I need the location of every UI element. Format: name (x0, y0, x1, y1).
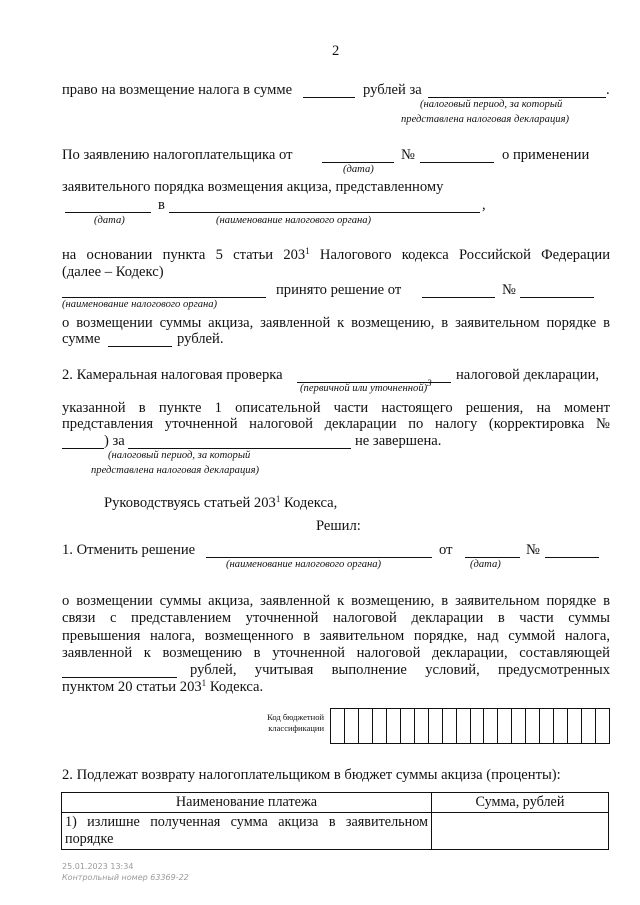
p1-hint-line1: (налоговый период, за который (420, 99, 563, 110)
item2-text: 2. Подлежат возврату налогоплательщиком в бюджет суммы акциза (проценты): (62, 767, 561, 783)
item1-number-field (545, 557, 599, 558)
p3-line1: на основании пункта 5 статьи $203^1$ Налогового кодекса Российской Федерации (62, 246, 611, 263)
p4-text-a: 2. Камеральная налоговая проверка (62, 367, 283, 383)
item1-from: от (439, 542, 453, 558)
p3-no: № (502, 282, 516, 298)
p2-text-a: По заявлению налогоплательщика от (62, 147, 293, 163)
resolved-heading: Решил: (316, 518, 361, 534)
p4-line2: указанной в пункте 1 описательной части настоящего решения, на момент (62, 400, 611, 416)
p1-end: . (606, 82, 610, 98)
p2-no: № (401, 147, 415, 163)
p2-text-b: о применении (502, 147, 590, 163)
kbk-label (246, 712, 324, 734)
kbk-label-line1: Код бюджетной (267, 712, 324, 722)
item1-no: № (526, 542, 540, 558)
p5-line3: превышения налога, возмещенного в заявительном порядке, над суммой налога, (62, 628, 610, 644)
p3-line2: (далее – Кодекс) (62, 264, 164, 280)
table-header-row (62, 793, 609, 813)
p4-hint2-line2: представлена налоговая декларация) (91, 465, 260, 476)
p4-line3: представления уточненной налоговой декларации по налогу (корректировка № (62, 416, 610, 432)
guided-by: Руководствуясь статьей $203^1$ Кодекса, (104, 494, 338, 511)
p4-hint2-line1: (налоговый период, за который (108, 450, 251, 461)
p4-text-b: налоговой декларации, (456, 367, 600, 383)
p3-decision: принято решение от (276, 282, 402, 298)
p4-corr-field (62, 448, 104, 449)
p1-hint-line2: представлена налоговая декларация) (401, 114, 570, 125)
item1-org-field (206, 557, 432, 558)
p4-period-field (128, 448, 351, 449)
p2-comma: , (482, 197, 486, 213)
footer-timestamp: 25.01.2023 13:34 (62, 862, 134, 871)
p2-in: в (158, 197, 165, 213)
p3-number-field (520, 297, 594, 298)
page-number: 2 (332, 43, 340, 59)
col-header-name: Наименование платежа (62, 793, 432, 813)
p5-line1: о возмещении суммы акциза, заявленной к возмещению, в заявительном порядке в (62, 593, 611, 609)
p5-line4: заявленной к возмещению в уточненной налоговой декларации, составляющей (62, 645, 610, 661)
p4-hint: (первичной или уточненной)$^3$ (300, 378, 432, 394)
footer-control-number: Контрольный номер 63369-22 (62, 873, 189, 882)
p2-hint-org: (наименование налогового органа) (216, 215, 372, 226)
p2-date-field (322, 162, 394, 163)
p2-hint-date: (дата) (343, 164, 374, 175)
p3-org-field (62, 297, 266, 298)
p4-line4-b: не завершена. (355, 433, 442, 449)
row1-sum-cell[interactable] (432, 813, 609, 850)
col-header-sum: Сумма, рублей (432, 793, 609, 813)
p3-line4-b: рублей. (177, 331, 224, 347)
p2-org-field (169, 212, 480, 213)
table-row (62, 813, 609, 850)
kbk-input-boxes[interactable] (330, 708, 610, 744)
p3-amount-field (108, 346, 172, 347)
p2-hint-date2: (дата) (94, 215, 125, 226)
p3-line4-a: сумме (62, 331, 101, 347)
item1-hint-date: (дата) (470, 559, 501, 570)
p3-hint-org: (наименование налогового органа) (62, 299, 218, 310)
p5-line2: связи с представлением уточненной налоговой декларации в части суммы (62, 610, 610, 626)
p1-text-a: право на возмещение налога в сумме (62, 82, 293, 98)
p1-text-b: рублей за (363, 82, 422, 98)
item1-text: 1. Отменить решение (62, 542, 196, 558)
p1-amount-field (303, 97, 355, 98)
kbk-label-line2: классификации (268, 723, 324, 733)
p3-date-field (422, 297, 495, 298)
p5-amount-field (62, 677, 177, 678)
p5-line5: рублей, учитывая выполнение условий, предусмотренных (190, 662, 610, 678)
p2-date2-field (65, 212, 151, 213)
p2-number-field (420, 162, 494, 163)
p5-line6: пунктом 20 статьи $203^1$ Кодекса. (62, 678, 264, 695)
item1-hint-org: (наименование налогового органа) (226, 559, 382, 570)
payments-table (61, 792, 609, 850)
p1-period-field (428, 97, 606, 98)
p2-line2: заявительного порядка возмещения акциза, представленному (62, 179, 444, 195)
p4-line4-a: ) за (104, 433, 125, 449)
item1-date-field (465, 557, 520, 558)
row1-name-cell: 1) излишне полученная сумма акциза в заявительном порядке (62, 813, 432, 850)
p3-line3: о возмещении суммы акциза, заявленной к возмещению, в заявительном порядке в (62, 315, 611, 331)
